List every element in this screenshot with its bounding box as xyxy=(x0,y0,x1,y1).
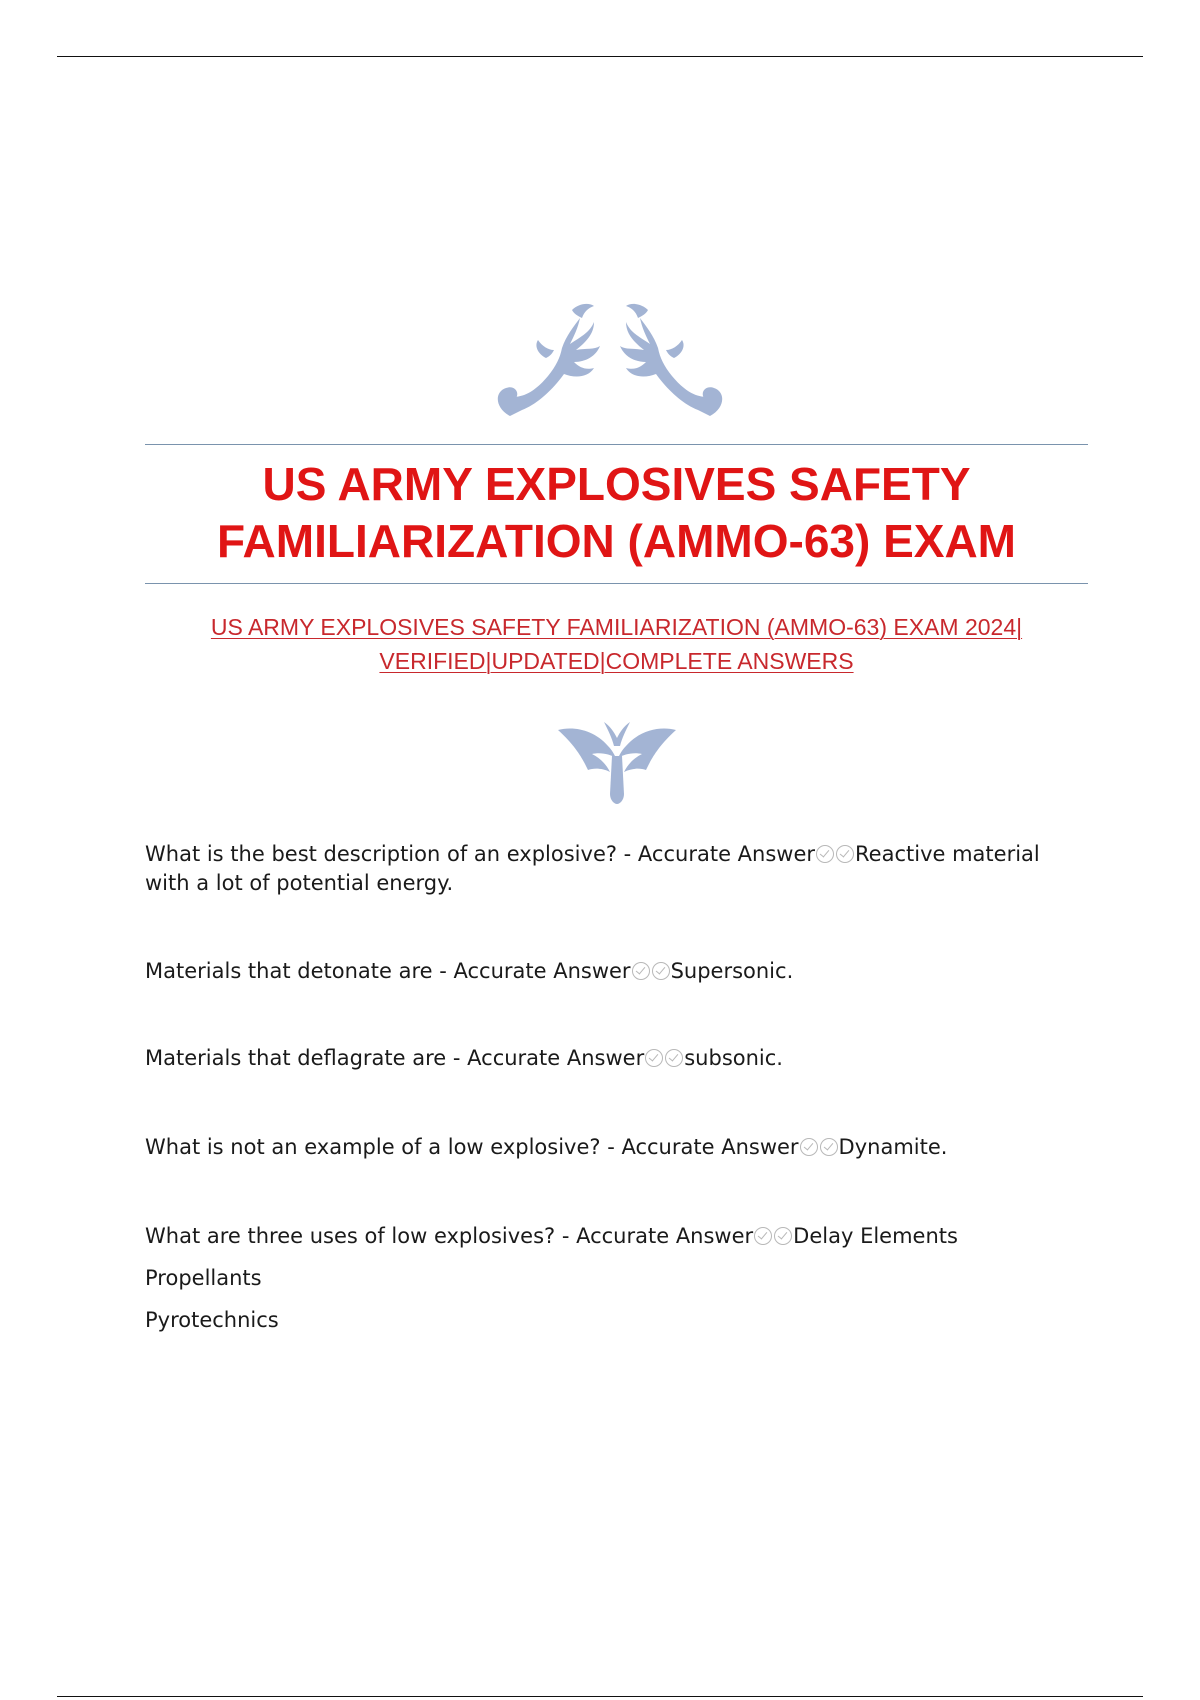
check-circle-icon xyxy=(836,845,854,863)
check-circle-icon xyxy=(774,1227,792,1245)
check-circle-icon xyxy=(800,1138,818,1156)
check-circle-icon xyxy=(665,1049,683,1067)
qa-item xyxy=(145,957,1085,986)
answer-text: Reactive material with a lot of potential energy. xyxy=(145,842,1040,895)
answer-text: Dynamite. xyxy=(838,1135,948,1159)
floral-scroll-ornament-icon xyxy=(490,296,730,426)
subtitle-line-2: VERIFIED|UPDATED|COMPLETE ANSWERS xyxy=(379,648,854,674)
answer-extra-line: Propellants xyxy=(145,1266,262,1290)
check-circle-icon xyxy=(816,845,834,863)
title-bottom-rule xyxy=(145,583,1088,584)
qa-item xyxy=(145,1222,1085,1335)
question-text: What is the best description of an explosive? - Accurate Answer xyxy=(145,842,816,866)
question-text: Materials that detonate are - Accurate Answer xyxy=(145,959,631,983)
check-circle-icon xyxy=(754,1227,772,1245)
title-top-rule xyxy=(145,444,1088,445)
title-line-2: FAMILIARIZATION (AMMO-63) EXAM xyxy=(217,515,1016,567)
qa-item xyxy=(145,840,1085,898)
check-circle-icon xyxy=(645,1049,663,1067)
fleur-divider-ornament-icon xyxy=(554,722,680,804)
question-text: What are three uses of low explosives? - Accurate Answer xyxy=(145,1224,754,1248)
answer-text: Delay Elements xyxy=(793,1224,958,1248)
subtitle-line-1: US ARMY EXPLOSIVES SAFETY FAMILIARIZATION (AMMO-63) EXAM 2024| xyxy=(210,614,1023,640)
question-text: What is not an example of a low explosive? - Accurate Answer xyxy=(145,1135,799,1159)
document-subtitle xyxy=(145,610,1088,678)
answer-text: Supersonic. xyxy=(670,959,794,983)
title-line-1: US ARMY EXPLOSIVES SAFETY xyxy=(262,458,971,510)
document-title xyxy=(145,456,1088,570)
page-top-rule xyxy=(57,56,1143,57)
check-circle-icon xyxy=(632,962,650,980)
qa-item xyxy=(145,1044,1085,1073)
answer-extra-line: Pyrotechnics xyxy=(145,1308,279,1332)
answer-text: subsonic. xyxy=(684,1046,783,1070)
check-circle-icon xyxy=(652,962,670,980)
question-text: Materials that deflagrate are - Accurate Answer xyxy=(145,1046,645,1070)
qa-item xyxy=(145,1133,1085,1162)
check-circle-icon xyxy=(820,1138,838,1156)
page-bottom-rule xyxy=(57,1696,1143,1697)
